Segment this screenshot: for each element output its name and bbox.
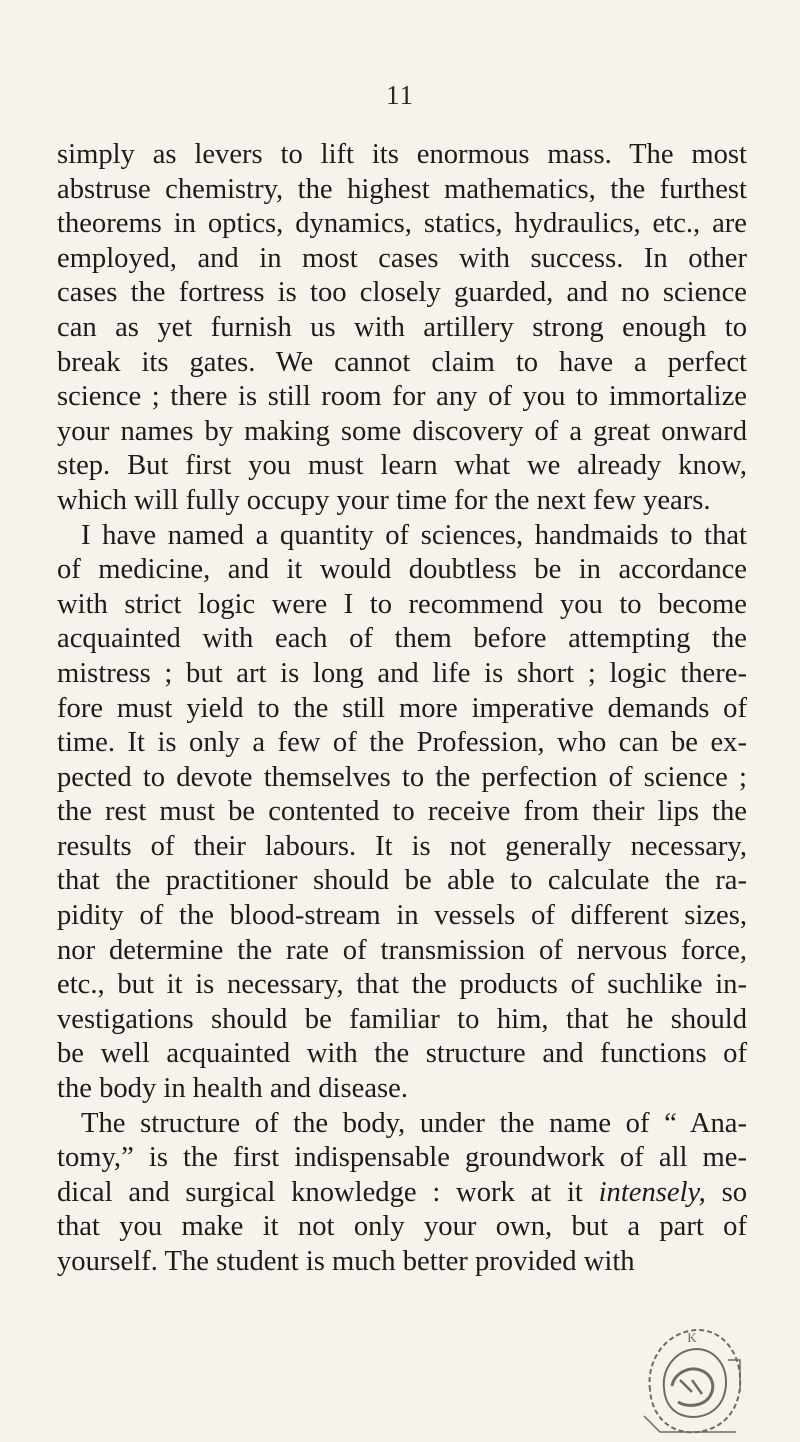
- text-segment: dical and surgical knowledge : work at it: [57, 1176, 599, 1208]
- paragraph-3: [57, 1107, 747, 1280]
- text-line: of medicine, and it would doubtless be in accordance: [57, 554, 747, 586]
- text-line: that you make it not only your own, but a part of: [57, 1211, 747, 1243]
- body-text: [57, 138, 747, 1280]
- text-line: yourself. The student is much better provided with: [57, 1246, 635, 1277]
- text-line: I have named a quantity of sciences, handmaids to that: [81, 519, 747, 551]
- text-line: etc., but it is necessary, that the products of suchlike in-: [57, 969, 747, 1001]
- paragraph-1: [57, 138, 747, 519]
- text-line: the rest must be contented to receive from their lips the: [57, 796, 747, 828]
- text-line: mistress ; but art is long and life is short ; logic there-: [57, 657, 747, 689]
- text-line: The structure of the body, under the name of “ Ana-: [81, 1107, 747, 1139]
- text-line: the body in health and disease.: [57, 1073, 408, 1105]
- text-line: vestigations should be familiar to him, that he should: [57, 1003, 747, 1035]
- text-line: time. It is only a few of the Profession, who can be ex-: [57, 727, 747, 759]
- text-line: cases the fortress is too closely guarded, and no science: [57, 277, 747, 309]
- stamp-lettering: K: [687, 1330, 697, 1345]
- text-line: can as yet furnish us with artillery strong enough to: [57, 311, 747, 343]
- library-stamp: [636, 1320, 748, 1438]
- page-number: 11: [386, 80, 414, 110]
- text-line: pected to devote themselves to the perfection of science ;: [57, 761, 747, 793]
- text-line: break its gates. We cannot claim to have a perfect: [57, 346, 747, 378]
- text-line: with strict logic were I to recommend you to become: [57, 588, 747, 620]
- text-line: that the practitioner should be able to calculate the ra-: [57, 865, 747, 897]
- emphasized-word: intensely,: [598, 1176, 706, 1208]
- text-line: pidity of the blood-stream in vessels of different sizes,: [57, 900, 747, 932]
- text-line: be well acquainted with the structure and functions of: [57, 1038, 747, 1070]
- text-line-with-emphasis: [57, 1176, 747, 1211]
- text-segment: so: [705, 1176, 747, 1208]
- text-line: nor determine the rate of transmission of nervous force,: [57, 934, 747, 966]
- text-line: fore must yield to the still more imperative demands of: [57, 692, 747, 724]
- text-line: acquainted with each of them before attempting the: [57, 623, 747, 655]
- text-line: abstruse chemistry, the highest mathematics, the furthest: [57, 173, 747, 205]
- text-line: results of their labours. It is not generally necessary,: [57, 830, 747, 862]
- text-line: tomy,” is the first indispensable groundwork of all me-: [57, 1142, 747, 1174]
- text-line: science ; there is still room for any of you to immortalize: [57, 381, 747, 413]
- text-line: step. But first you must learn what we already know,: [57, 450, 747, 482]
- text-line: which will fully occupy your time for the next few years.: [57, 484, 711, 516]
- text-line: employed, and in most cases with success. In other: [57, 242, 747, 274]
- paragraph-2: [57, 519, 747, 1107]
- text-line: theorems in optics, dynamics, statics, hydraulics, etc., are: [57, 208, 747, 240]
- text-line: your names by making some discovery of a great onward: [57, 415, 747, 447]
- text-line: simply as levers to lift its enormous mass. The most: [57, 139, 747, 170]
